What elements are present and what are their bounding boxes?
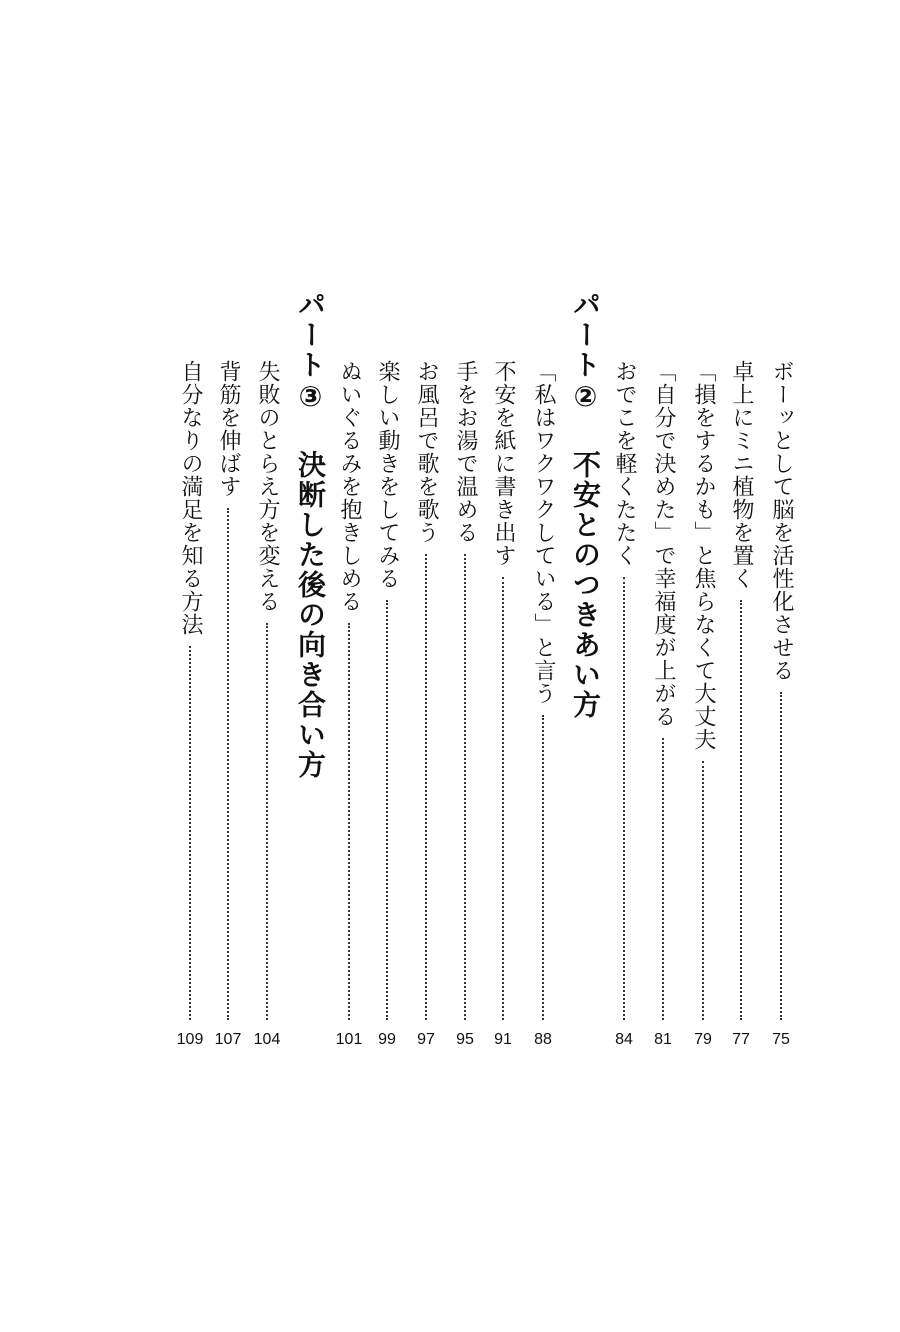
entry-title: 「私はワクワクしている」と言う (531, 360, 556, 705)
entry-page: 109 (176, 1031, 204, 1048)
dot-leader (702, 761, 704, 1020)
dot-leader (740, 600, 742, 1020)
toc-entry[interactable] (485, 360, 521, 1050)
entry-page: 101 (335, 1031, 363, 1048)
dot-leader (266, 623, 268, 1020)
entry-page: 95 (456, 1031, 474, 1048)
toc-entry[interactable] (763, 360, 799, 1050)
entry-title: 楽しい動きをしてみる (375, 360, 400, 590)
dot-leader (623, 577, 625, 1020)
entry-page: 99 (378, 1031, 396, 1048)
dot-leader (348, 623, 350, 1020)
part3-heading: パート③ 決断した後の向き合い方 (294, 290, 327, 780)
entry-title: 自分なりの満足を知る方法 (178, 360, 203, 636)
entry-title: 卓上にミニ植物を置く (729, 360, 754, 590)
entry-title: お風呂で歌を歌う (414, 360, 439, 544)
toc-entry[interactable] (447, 360, 483, 1050)
dot-leader (386, 600, 388, 1020)
toc-entry[interactable] (685, 360, 721, 1050)
entry-page: 77 (732, 1031, 750, 1048)
entry-title: 手をお湯で温める (453, 360, 478, 544)
toc-entry[interactable] (606, 360, 642, 1050)
entry-title: ぬいぐるみを抱きしめる (337, 360, 362, 613)
entry-title: おでこを軽くたたく (612, 360, 637, 567)
entry-page: 104 (253, 1031, 281, 1048)
dot-leader (464, 554, 466, 1020)
toc-entry[interactable] (408, 360, 444, 1050)
entry-page: 81 (654, 1031, 672, 1048)
entry-page: 97 (417, 1031, 435, 1048)
dot-leader (780, 692, 782, 1020)
entry-title: 背筋を伸ばす (216, 360, 241, 498)
toc-entry[interactable] (723, 360, 759, 1050)
dot-leader (425, 554, 427, 1020)
toc-entry[interactable] (172, 360, 208, 1050)
part2-heading: パート② 不安とのつきあい方 (569, 290, 602, 720)
entry-title: 「自分で決めた」で幸福度が上がる (651, 360, 676, 728)
dot-leader (662, 738, 664, 1020)
entry-page: 107 (214, 1031, 242, 1048)
dot-leader (189, 646, 191, 1020)
dot-leader (502, 577, 504, 1020)
toc-entry[interactable] (249, 360, 285, 1050)
entry-page: 88 (534, 1031, 552, 1048)
entry-page: 75 (772, 1031, 790, 1048)
dot-leader (227, 508, 229, 1020)
toc-entry[interactable] (331, 360, 367, 1050)
entry-page: 91 (494, 1031, 512, 1048)
toc-entry[interactable] (645, 360, 681, 1050)
toc-entry[interactable] (525, 360, 561, 1050)
entry-page: 79 (694, 1031, 712, 1048)
toc-entry[interactable] (369, 360, 405, 1050)
entry-title: ボーッとして脳を活性化させる (769, 360, 794, 682)
toc-entry[interactable] (210, 360, 246, 1050)
entry-title: 「損をするかも」と焦らなくて大丈夫 (691, 360, 716, 751)
entry-title: 失敗のとらえ方を変える (255, 360, 280, 613)
entry-title: 不安を紙に書き出す (491, 360, 516, 567)
dot-leader (542, 715, 544, 1020)
entry-page: 84 (615, 1031, 633, 1048)
